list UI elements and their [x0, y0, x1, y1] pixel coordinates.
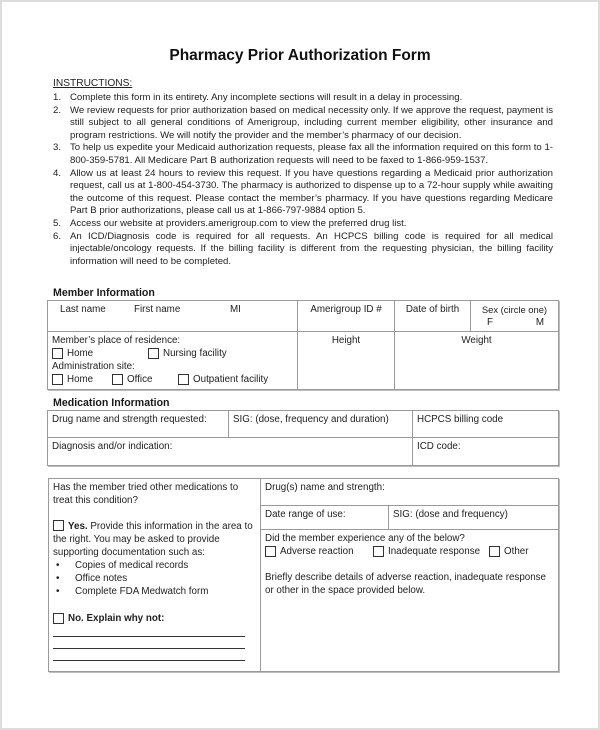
- hcpcs-field[interactable]: [413, 411, 559, 438]
- date-range-field[interactable]: [261, 506, 389, 530]
- diagnosis-field[interactable]: [48, 438, 413, 466]
- instruction-item: [53, 105, 553, 143]
- instruction-text: Allow us at least 24 hours to review this request. If you have questions regarding a Medicaid prior authorization request, call us at 1-800-454-3730. The pharmacy is authorized to dispense up to a 72-hour supply while awaiting the outcome of this request. Please contact the member’s pharmacy. If you have questions regarding Medicare Part B prior authorizations, please call us at 1-866-797-9884 option 5.: [70, 167, 553, 217]
- dob-label: Date of birth: [405, 304, 460, 315]
- adverse-reaction-checkbox[interactable]: [265, 545, 373, 558]
- admin-outpatient-checkbox[interactable]: [178, 373, 268, 386]
- bullet-icon: •: [56, 573, 60, 584]
- weight-field[interactable]: [395, 332, 559, 390]
- instruction-text: Access our website at providers.amerigroup.com to view the preferred drug list.: [70, 217, 407, 229]
- instruction-text: An ICD/Diagnosis code is required for all requests. An HCPCS billing code is required for all medical injectable/oncology requests. If the billing facility is different from the requesting physician, the billing facility information will need to be completed.: [70, 230, 553, 267]
- checkbox-icon: [52, 374, 63, 385]
- checkbox-icon: [52, 348, 63, 359]
- instruction-number: 6.: [53, 230, 62, 242]
- instruction-text: We review requests for prior authorization based on medical necessity only. If we approve the request, payment is still subject to all general conditions of Amerigroup, including current member eligibility, other insurance and program restrictions. We will notify the provider and the member’s pharmacy of our decision.: [70, 104, 553, 141]
- instruction-number: 3.: [53, 142, 62, 154]
- experience-cell[interactable]: [261, 530, 559, 672]
- height-label: Height: [331, 335, 361, 346]
- sig-label: SIG: (dose, frequency and duration): [233, 414, 389, 425]
- medication-info-table: [47, 410, 559, 466]
- drugs-name-field[interactable]: [261, 479, 559, 506]
- last-name-label: Last name: [60, 304, 106, 315]
- explain-line-1[interactable]: [53, 625, 245, 637]
- checkbox-icon: [148, 348, 159, 359]
- admin-home-checkbox[interactable]: [52, 373, 112, 386]
- checkbox-icon: [265, 546, 276, 557]
- member-info-heading: Member Information: [53, 287, 155, 299]
- explain-line-3[interactable]: [53, 649, 245, 661]
- sex-option-m[interactable]: M: [535, 317, 544, 328]
- checkbox-label: Other: [504, 546, 529, 557]
- checkbox-label: Nursing facility: [163, 348, 227, 359]
- residence-nursing-checkbox[interactable]: [148, 347, 227, 360]
- instruction-item: [53, 92, 553, 105]
- instruction-item: [53, 218, 553, 231]
- no-checkbox[interactable]: [53, 613, 64, 624]
- instruction-text: Complete this form in its entirety. Any incomplete sections will result in a delay in processing.: [70, 92, 463, 103]
- list-item-text: Office notes: [75, 573, 128, 584]
- amerigroup-id-label: Amerigroup ID #: [310, 304, 382, 315]
- bullet-icon: •: [56, 560, 60, 571]
- describe-instructions: Briefly describe details of adverse reaction, inadequate response or other in the space provided below.: [265, 572, 547, 596]
- list-item-text: Complete FDA Medwatch form: [75, 586, 209, 597]
- checkbox-label: Inadequate response: [388, 546, 481, 557]
- checkbox-label: Home: [67, 374, 94, 385]
- sex-option-f[interactable]: F: [487, 317, 493, 328]
- date-range-label: Date range of use:: [265, 509, 346, 520]
- checkbox-label: Adverse reaction: [280, 546, 354, 557]
- instructions-list: [53, 92, 553, 268]
- admin-site-label: Administration site:: [52, 361, 135, 372]
- medication-info-heading: Medication Information: [53, 397, 170, 409]
- yes-checkbox[interactable]: [53, 520, 64, 531]
- hcpcs-label: HCPCS billing code: [417, 414, 504, 425]
- explain-line-2[interactable]: [53, 637, 245, 649]
- residence-label: Member’s place of residence:: [52, 335, 181, 346]
- prior-sig-label: SIG: (dose and frequency): [393, 509, 508, 520]
- checkbox-icon: [373, 546, 384, 557]
- list-item: [53, 585, 256, 598]
- name-cell[interactable]: [48, 301, 298, 332]
- no-label: No. Explain why not:: [68, 613, 165, 624]
- checkbox-icon: [112, 374, 123, 385]
- page-title: Pharmacy Prior Authorization Form: [169, 47, 431, 64]
- dob-field[interactable]: [395, 301, 471, 332]
- checkbox-label: Office: [127, 374, 153, 385]
- instruction-item: [53, 231, 553, 269]
- instruction-item: [53, 168, 553, 218]
- checkbox-label: Outpatient facility: [193, 374, 269, 385]
- instruction-number: 2.: [53, 104, 62, 116]
- instruction-text: To help us expedite your Medicaid authorization requests, please fax all the information required on this form to 1-800-359-5781. All Medicare Part B authorization requests will need to be faxed to 1-866-959-1537.: [70, 142, 553, 166]
- yes-text: Provide this information in the area to the right. You may be asked to provide supporting documentation such as:: [53, 521, 253, 558]
- list-item: [53, 559, 256, 572]
- list-item-text: Copies of medical records: [75, 560, 189, 571]
- residence-cell: [48, 332, 298, 390]
- instructions-heading: INSTRUCTIONS:: [53, 78, 133, 89]
- checkbox-label: Home: [67, 348, 94, 359]
- icd-code-label: ICD code:: [417, 441, 461, 452]
- mi-label: MI: [230, 304, 241, 315]
- prior-medications-table: [48, 478, 559, 672]
- height-field[interactable]: [298, 332, 395, 390]
- list-item: [53, 572, 256, 585]
- sig-field[interactable]: [229, 411, 413, 438]
- icd-code-field[interactable]: [413, 438, 559, 466]
- other-checkbox[interactable]: [489, 545, 529, 558]
- yes-label: Yes.: [68, 521, 88, 532]
- sex-label: Sex (circle one): [481, 304, 548, 315]
- instruction-item: [53, 142, 553, 167]
- weight-label: Weight: [461, 335, 492, 346]
- sex-field: [471, 301, 559, 332]
- drug-name-field[interactable]: [48, 411, 229, 438]
- prior-meds-question: Has the member tried other medications to treat this condition?: [53, 482, 239, 506]
- documentation-list: [53, 559, 256, 598]
- inadequate-response-checkbox[interactable]: [373, 545, 489, 558]
- prior-meds-question-cell: [49, 479, 261, 672]
- experience-question: Did the member experience any of the below?: [265, 533, 465, 544]
- instruction-number: 1.: [53, 92, 62, 103]
- drug-name-label: Drug name and strength requested:: [52, 414, 207, 425]
- diagnosis-label: Diagnosis and/or indication:: [52, 441, 173, 452]
- checkbox-icon: [178, 374, 189, 385]
- member-info-table: [47, 300, 559, 390]
- drugs-name-label: Drug(s) name and strength:: [265, 482, 385, 493]
- amerigroup-id-field[interactable]: [298, 301, 395, 332]
- instruction-number: 4.: [53, 167, 62, 179]
- residence-home-checkbox[interactable]: [52, 347, 148, 360]
- bullet-icon: •: [56, 586, 60, 597]
- first-name-label: First name: [134, 304, 181, 315]
- prior-sig-field[interactable]: [389, 506, 559, 530]
- admin-office-checkbox[interactable]: [112, 373, 178, 386]
- instruction-number: 5.: [53, 217, 62, 229]
- checkbox-icon: [489, 546, 500, 557]
